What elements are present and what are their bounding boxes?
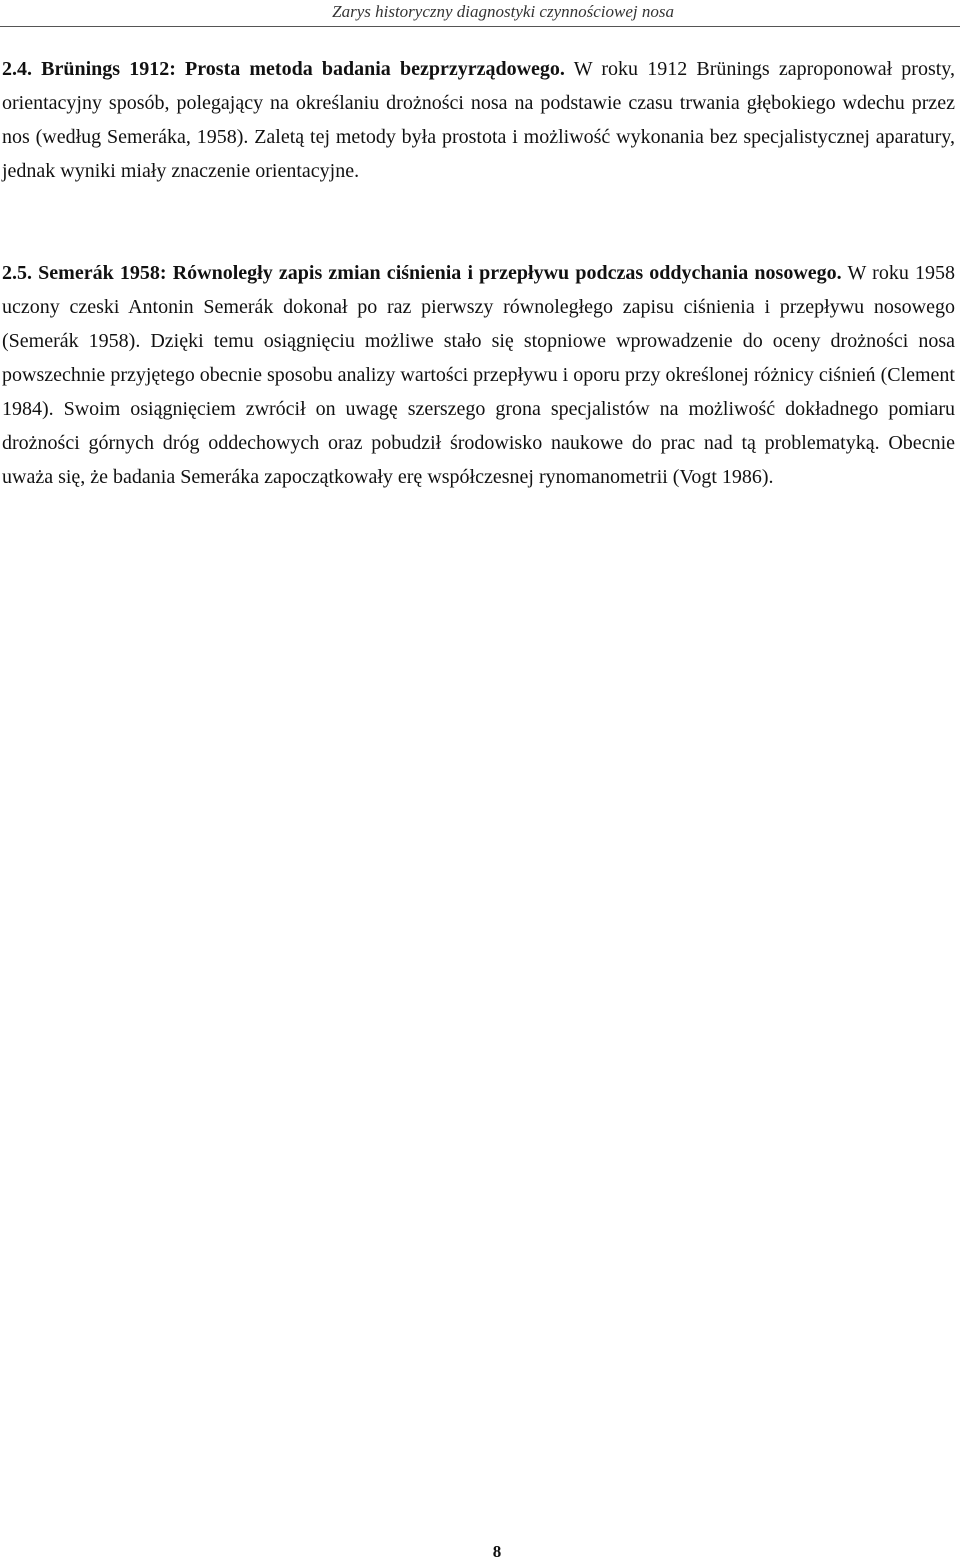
- running-header: Zarys historyczny diagnostyki czynnościowej nosa: [332, 2, 674, 21]
- page-number: 8: [492, 1542, 502, 1561]
- section-2-5: [2, 256, 955, 494]
- section-heading: 2.5. Semerák 1958: Równoległy zapis zmian ciśnienia i przepływu podczas oddychania nosowego.: [2, 262, 842, 284]
- header-rule: [0, 26, 960, 27]
- section-body: W roku 1912 Brünings zaproponował prosty, orientacyjny sposób, polegający na określaniu drożności nosa na podstawie czasu trwania głębokiego wdechu przez nos (według Semeráka, 1958). Zaletą tej metody była prostota i możliwość wykonania bez specjalistycznej aparatury, jednak wyniki miały znaczenie orientacyjne.: [2, 58, 955, 182]
- section-2-4: [2, 52, 955, 188]
- section-heading: 2.4. Brünings 1912: Prosta metoda badania bezprzyrządowego.: [2, 58, 565, 80]
- section-body: W roku 1958 uczony czeski Antonin Semerák dokonał po raz pierwszy równoległego zapisu ciśnienia i przepływu nosowego (Semerák 1958). Dzięki temu osiągnięciu możliwe stało się stopniowe wprowadzenie do oceny drożności nosa powszechnie przyjętego obecnie sposobu analizy wartości przepływu i oporu przy określonej różnicy ciśnień (Clement 1984). Swoim osiągnięciem zwrócił on uwagę szerszego grona specjalistów na możliwość dokładnego pomiaru drożności górnych dróg oddechowych oraz pobudził środowisko naukowe do prac nad tą problematyką. Obecnie uważa się, że badania Semeráka zapoczątkowały erę współczesnej rynomanometrii (Vogt 1986).: [2, 262, 955, 488]
